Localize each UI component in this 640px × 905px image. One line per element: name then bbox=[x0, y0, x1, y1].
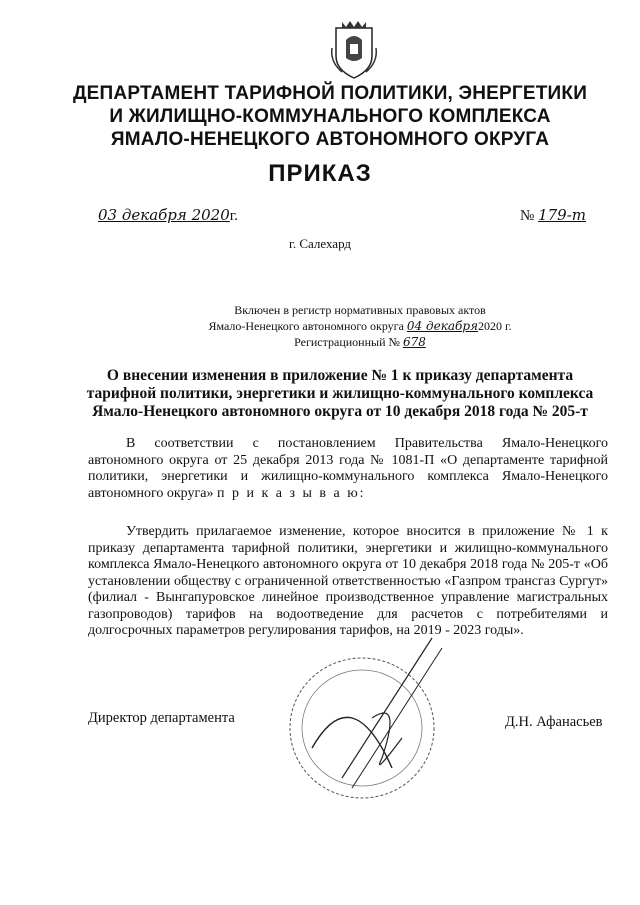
date-suffix: г. bbox=[229, 208, 238, 224]
registration-line1: Включен в регистр нормативных правовых актов bbox=[234, 303, 486, 317]
preamble-paragraph: В соответствии с постановлением Правительства Ямало-Ненецкого автономного округа от 25 декабря 2013 года № 1081-П «О департаменте тарифной политики, энергетики и жилищно-коммунального комплекса Ямало-Ненецкого автономного округа» п р и к а з ы в а ю: bbox=[88, 436, 608, 501]
body-paragraph: Утвердить прилагаемое изменение, которое вносится в приложение № 1 к приказу департамента тарифной политики, энергетики и жилищно-коммунального комплекса Ямало-Ненецкого автономного округа от 10 декабря 2018 года № 205-т «Об установлении обществу с ограниченной ответственностью «Газпром трансгаз Сургут» (филиал - Вынгапуровское линейное производственное управление магистральных газопроводов) тарифов на водоотведение для расчетов с потребителями и долгосрочных параметров регулирования тарифов, на 2019 - 2023 годы». bbox=[88, 524, 608, 638]
subject-line: Ямало-Ненецкого автономного округа от 10 декабря 2018 года № 205-т bbox=[92, 403, 588, 420]
department-line: ЯМАЛО-НЕНЕЦКОГО АВТОНОМНОГО ОКРУГА bbox=[110, 129, 550, 150]
handwritten-reg-number: 678 bbox=[402, 335, 426, 349]
department-line: И ЖИЛИЩНО-КОММУНАЛЬНОГО КОМПЛЕКСА bbox=[109, 106, 551, 127]
registration-line2: Ямало-Ненецкого автономного округа 04 декабря2020 г. bbox=[208, 319, 512, 333]
document-date bbox=[98, 206, 238, 225]
signatory-name: Д.Н. Афанасьев bbox=[505, 714, 603, 730]
registration-stamp bbox=[150, 302, 570, 350]
handwritten-reg-date: 04 декабря bbox=[406, 319, 478, 333]
signatory-position: Директор департамента bbox=[88, 710, 235, 726]
coat-of-arms-emblem bbox=[328, 18, 380, 80]
document-subject bbox=[80, 367, 600, 421]
subject-line: О внесении изменения в приложение № 1 к приказу департамента bbox=[106, 367, 574, 384]
order-word: п р и к а з ы в а ю: bbox=[216, 485, 366, 501]
subject-line: тарифной политики, энергетики и жилищно-коммунального комплекса bbox=[86, 385, 594, 402]
department-header bbox=[40, 82, 620, 151]
document-title: ПРИКАЗ bbox=[268, 160, 372, 187]
number-label: № bbox=[520, 208, 535, 224]
document-number bbox=[520, 206, 586, 225]
signature-seal-mark bbox=[282, 618, 462, 808]
handwritten-date: 03 декабря 2020 bbox=[98, 206, 230, 224]
department-line: ДЕПАРТАМЕНТ ТАРИФНОЙ ПОЛИТИКИ, ЭНЕРГЕТИКИ bbox=[72, 83, 588, 104]
handwritten-number: 179-т bbox=[538, 206, 586, 224]
city-line: г. Салехард bbox=[288, 236, 352, 251]
registration-line3: Регистрационный № 678 bbox=[294, 335, 426, 349]
